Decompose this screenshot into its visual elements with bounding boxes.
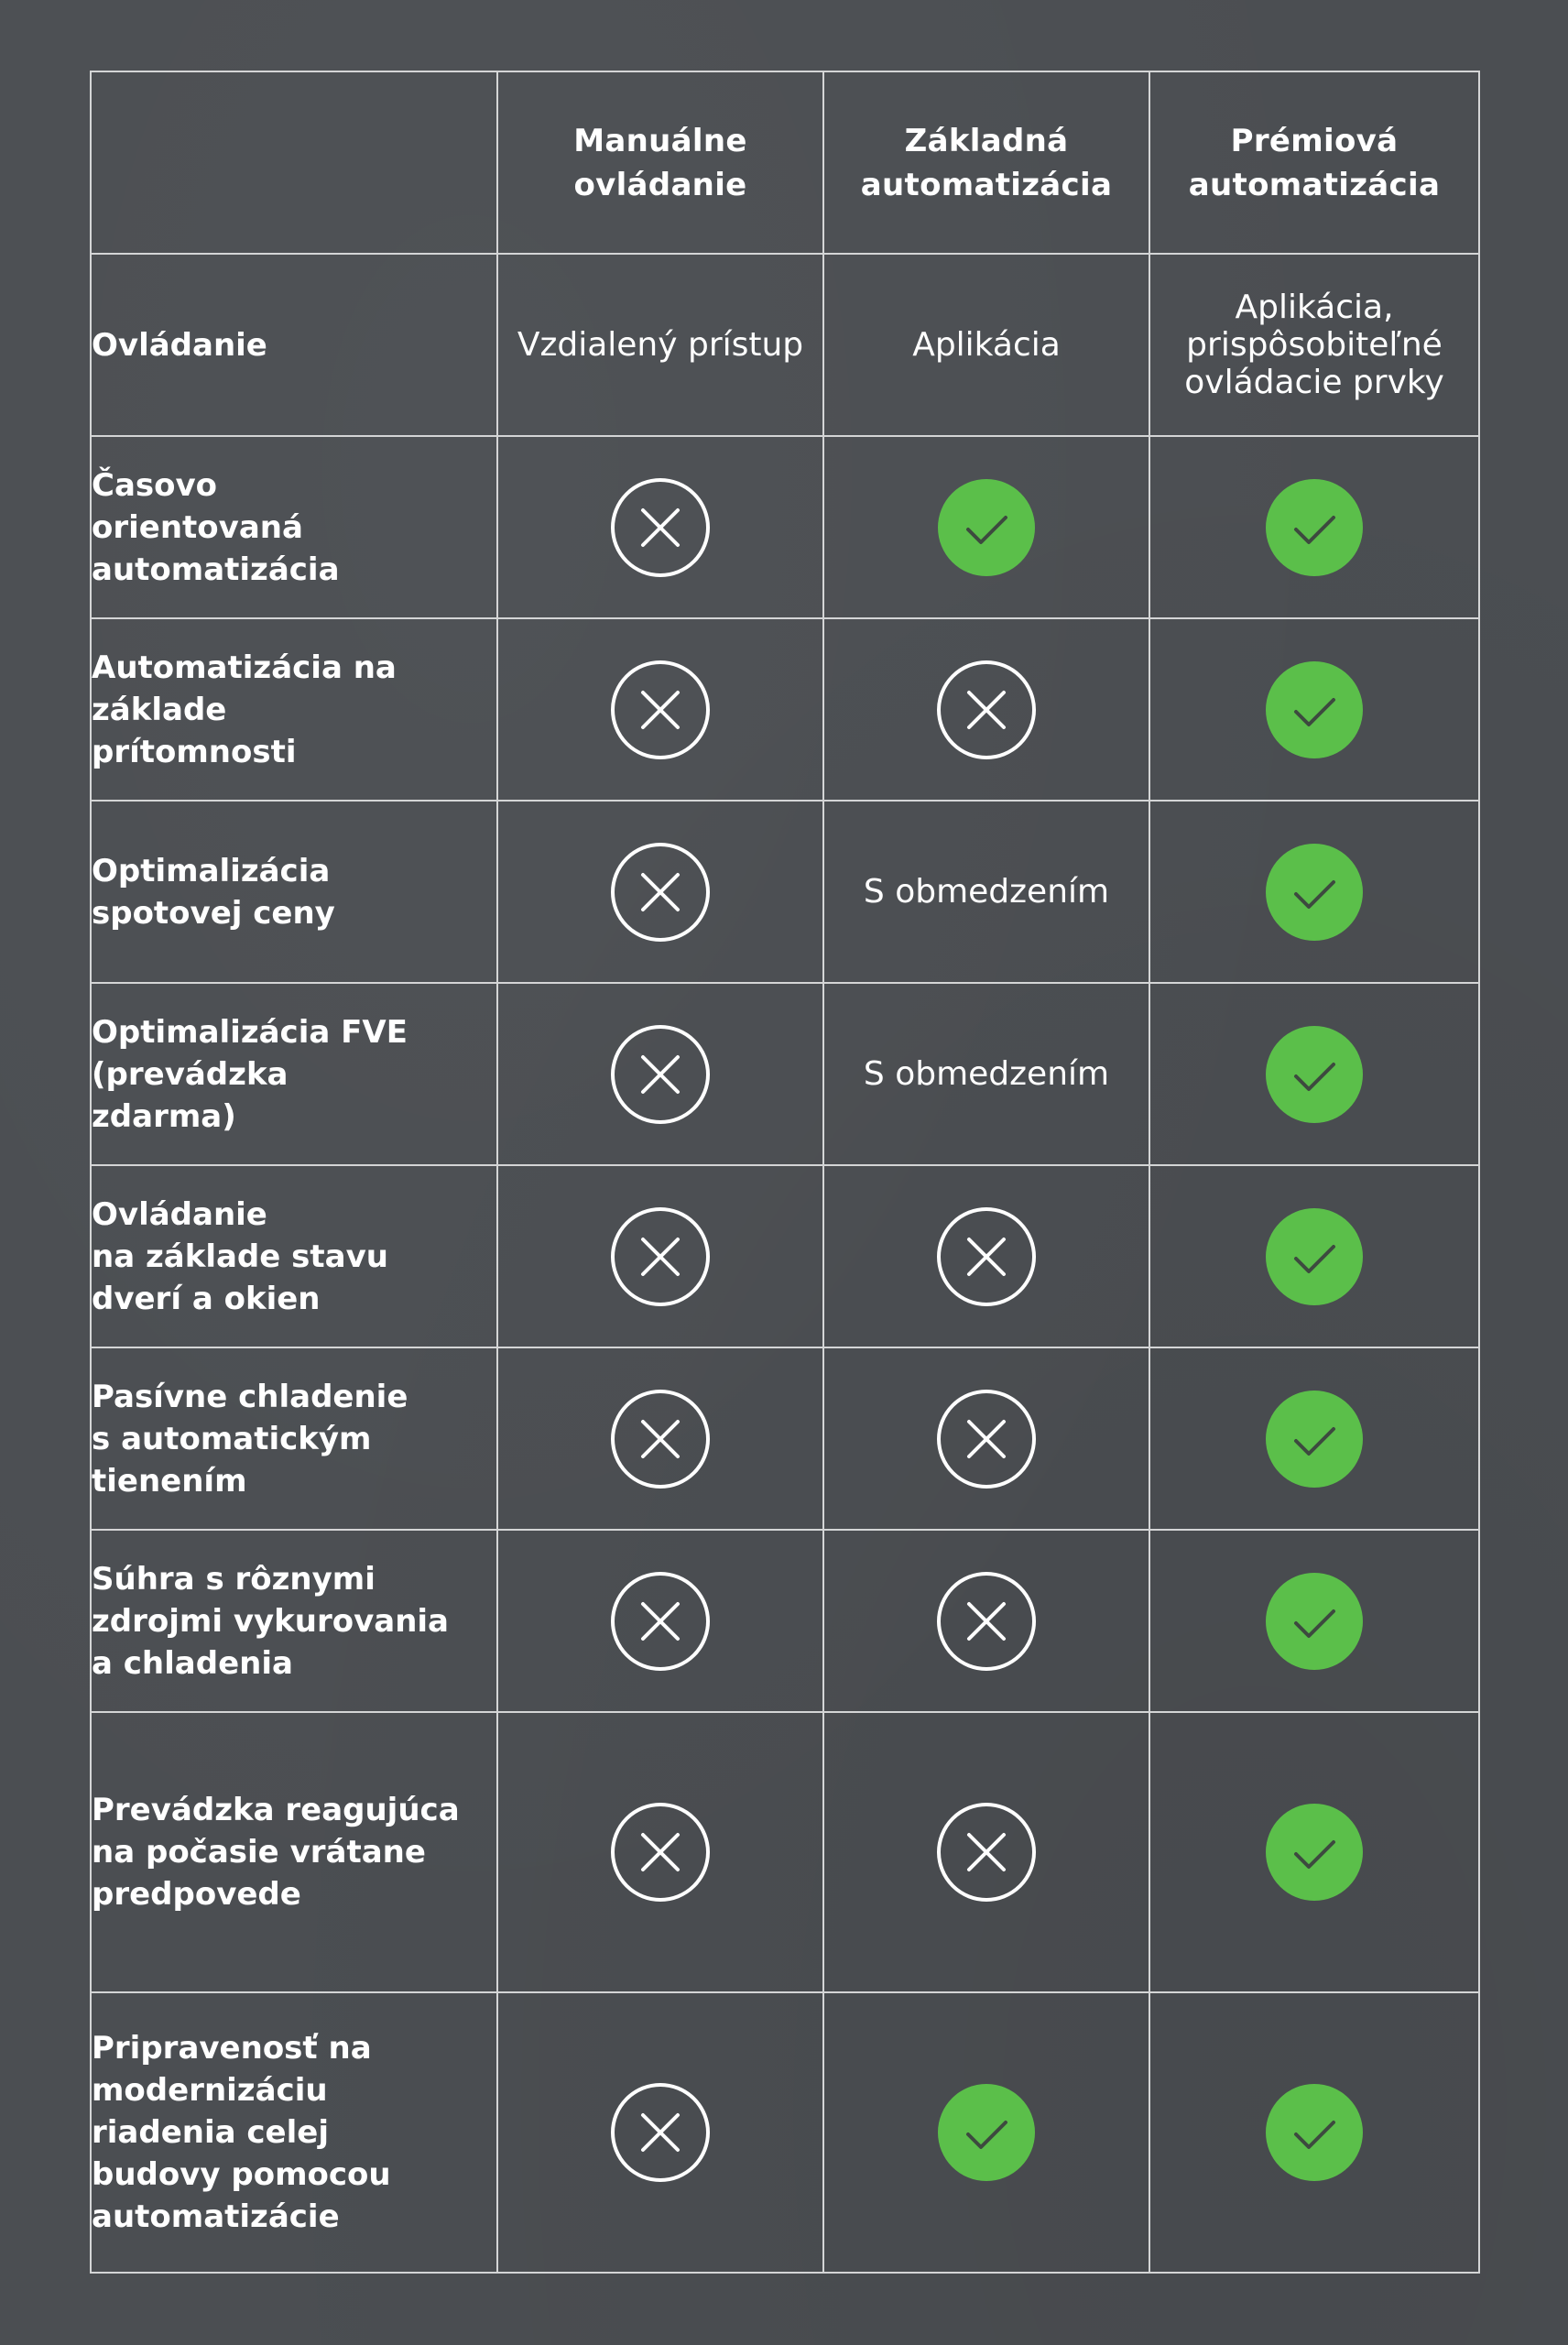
cross-icon: [609, 2081, 712, 2184]
cell-text: Vzdialený prístup: [517, 326, 804, 364]
cell-text: Aplikácia: [912, 326, 1061, 364]
cell-manual: [497, 801, 823, 983]
table-row: [91, 618, 1479, 801]
table-row: [91, 1712, 1479, 1992]
cell-premium: [1149, 254, 1479, 436]
table-body: [91, 254, 1479, 2273]
cross-icon: [935, 659, 1038, 761]
table-row: [91, 1165, 1479, 1347]
cross-icon: [609, 1205, 712, 1308]
table-row: [91, 1530, 1479, 1712]
cross-icon: [609, 1801, 712, 1903]
cell-manual: [497, 983, 823, 1165]
cell-premium: [1149, 983, 1479, 1165]
row-label-cell: [91, 1530, 497, 1712]
cross-icon: [609, 476, 712, 579]
cross-icon: [609, 659, 712, 761]
row-label-cell: [91, 983, 497, 1165]
cell-manual: [497, 254, 823, 436]
cross-icon: [609, 1570, 712, 1673]
cell-manual: [497, 1992, 823, 2273]
row-label: Optimalizácia FVE (prevádzka zdarma): [92, 1013, 408, 1135]
table-row: [91, 1992, 1479, 2273]
table-row: [91, 1347, 1479, 1530]
row-label: Pasívne chladenie s automatickým tienením: [92, 1378, 408, 1500]
row-label: Prevádzka reagujúca na počasie vrátane predpovede: [92, 1792, 460, 1913]
cell-manual: [497, 1712, 823, 1992]
cross-icon: [935, 1801, 1038, 1903]
row-label: Optimalizácia spotovej ceny: [92, 852, 335, 932]
cross-icon: [935, 1570, 1038, 1673]
table-row: [91, 254, 1479, 436]
cell-basic: [823, 436, 1149, 618]
column-header-manual: Manuálne ovládanie: [497, 71, 823, 254]
cell-basic: [823, 1530, 1149, 1712]
row-label: Pripravenosť na modernizáciu riadenia celej budovy pomocou automatizácie: [92, 2030, 391, 2235]
cell-manual: [497, 1347, 823, 1530]
cell-basic: [823, 1712, 1149, 1992]
row-label-cell: [91, 1712, 497, 1992]
cell-basic: [823, 1347, 1149, 1530]
row-label-cell: [91, 254, 497, 436]
cell-premium: [1149, 618, 1479, 801]
row-label: Ovládanie: [92, 326, 267, 364]
cell-premium: [1149, 801, 1479, 983]
column-header-basic: Základná automatizácia: [823, 71, 1149, 254]
row-label-cell: [91, 1165, 497, 1347]
cell-manual: [497, 618, 823, 801]
cell-manual: [497, 1530, 823, 1712]
row-label: Súhra s rôznymi zdrojmi vykurovania a chladenia: [92, 1560, 450, 1682]
check-icon: [1263, 1801, 1366, 1903]
header-row: [91, 71, 1479, 254]
cross-icon: [935, 1388, 1038, 1490]
cell-premium: [1149, 436, 1479, 618]
check-icon: [1263, 1205, 1366, 1308]
row-label: Automatizácia na základe prítomnosti: [92, 649, 397, 770]
cell-basic: [823, 1165, 1149, 1347]
row-label-cell: [91, 1992, 497, 2273]
cross-icon: [609, 1388, 712, 1490]
table-row: [91, 436, 1479, 618]
cell-premium: [1149, 1712, 1479, 1992]
row-label-cell: [91, 1347, 497, 1530]
cell-basic: [823, 1992, 1149, 2273]
cell-basic: [823, 254, 1149, 436]
check-icon: [1263, 1023, 1366, 1126]
column-header-premium: Prémiová automatizácia: [1149, 71, 1479, 254]
cell-basic: [823, 801, 1149, 983]
check-icon: [1263, 1570, 1366, 1673]
cell-manual: [497, 436, 823, 618]
comparison-table: [90, 71, 1480, 2274]
cell-premium: [1149, 1347, 1479, 1530]
cell-manual: [497, 1165, 823, 1347]
cell-premium: [1149, 1165, 1479, 1347]
cell-text: Aplikácia, prispôsobiteľné ovládacie prvky: [1184, 289, 1444, 401]
table-row: [91, 983, 1479, 1165]
cell-basic: [823, 983, 1149, 1165]
check-icon: [1263, 2081, 1366, 2184]
cell-premium: [1149, 1992, 1479, 2273]
cell-basic: [823, 618, 1149, 801]
cross-icon: [935, 1205, 1038, 1308]
row-label-cell: [91, 436, 497, 618]
check-icon: [1263, 1388, 1366, 1490]
row-label-cell: [91, 618, 497, 801]
corner-cell: [91, 71, 497, 254]
row-label: Časovo orientovaná automatizácia: [92, 466, 340, 588]
check-icon: [1263, 841, 1366, 943]
check-icon: [935, 476, 1038, 579]
cell-text: S obmedzením: [863, 873, 1110, 911]
check-icon: [1263, 659, 1366, 761]
cross-icon: [609, 1023, 712, 1126]
cell-text: S obmedzením: [863, 1055, 1110, 1093]
table-row: [91, 801, 1479, 983]
cell-premium: [1149, 1530, 1479, 1712]
check-icon: [1263, 476, 1366, 579]
cross-icon: [609, 841, 712, 943]
check-icon: [935, 2081, 1038, 2184]
row-label-cell: [91, 801, 497, 983]
row-label: Ovládanie na základe stavu dverí a okien: [92, 1195, 388, 1317]
